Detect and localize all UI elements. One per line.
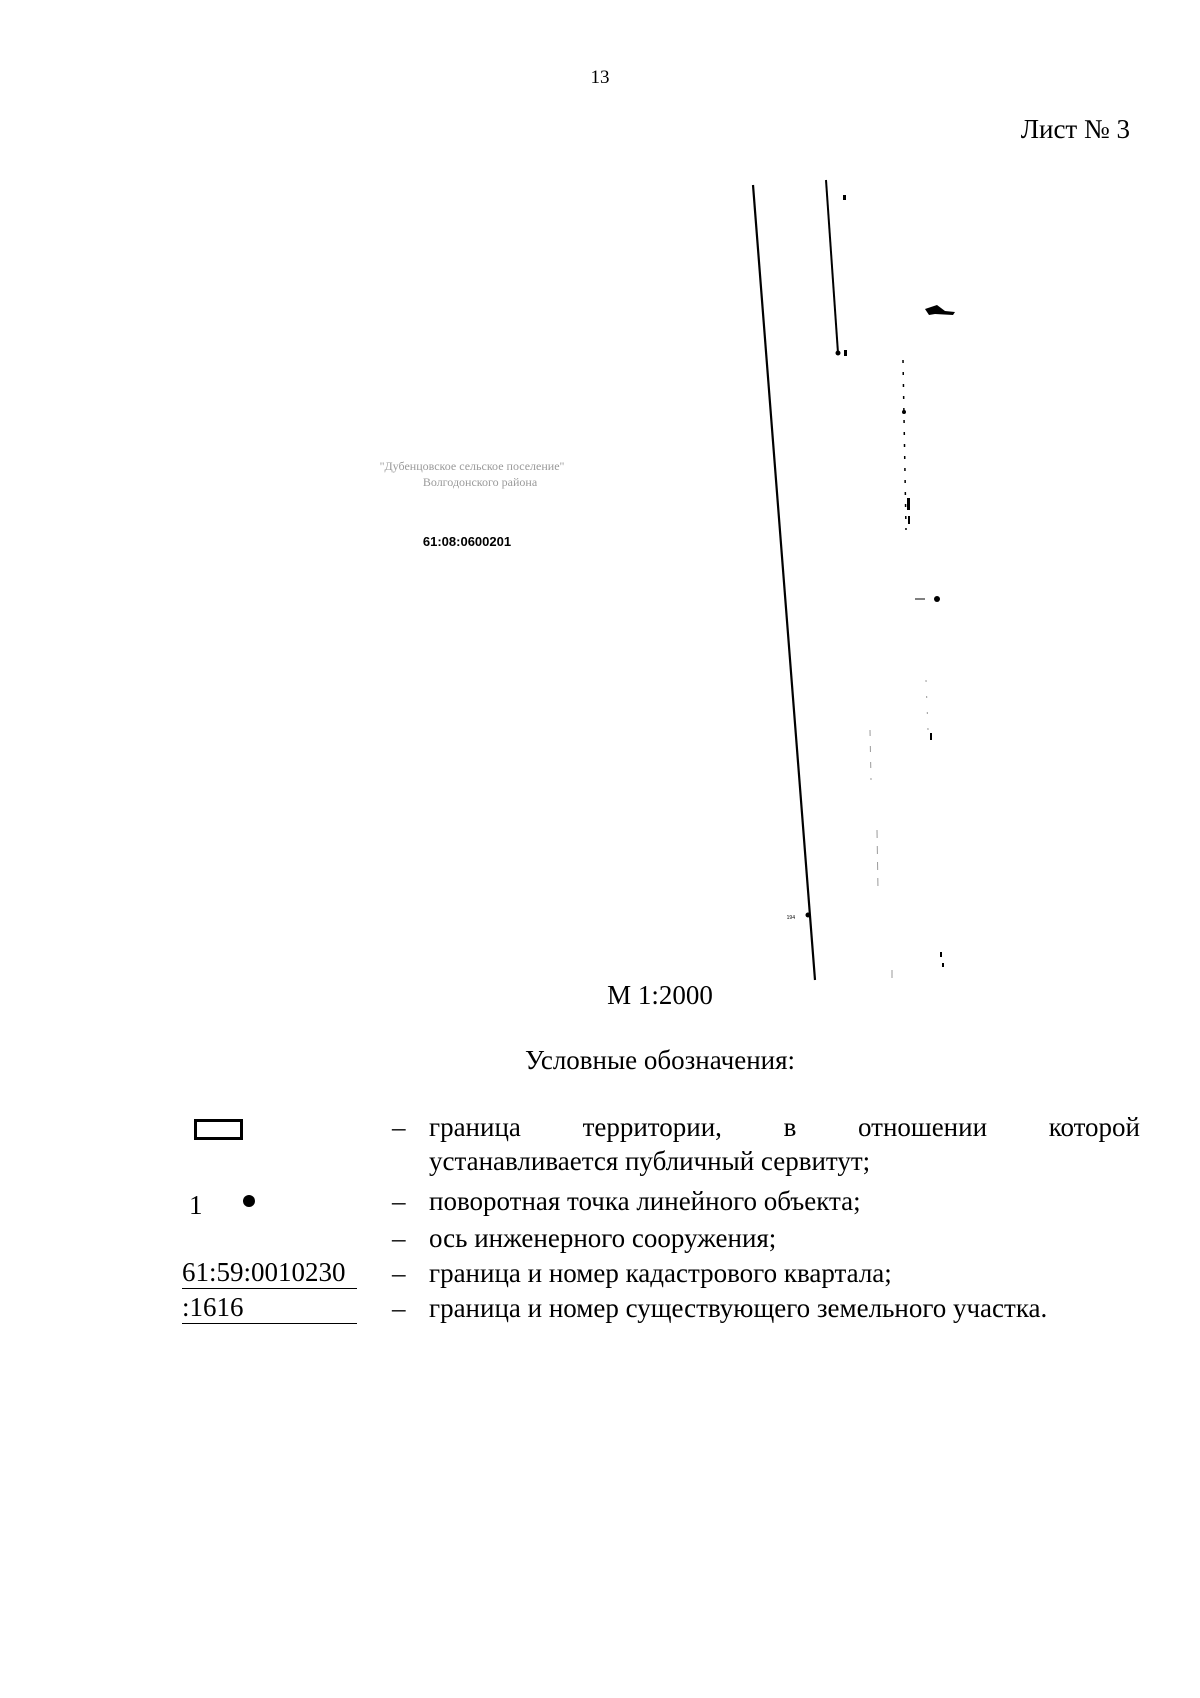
legend-dash: – (392, 1293, 406, 1323)
legend-dash: – (392, 1258, 406, 1288)
legend-item-cadastral-quarter (182, 1256, 1140, 1292)
land-plot-number: :1616 (182, 1291, 357, 1324)
page-number: 13 (590, 67, 610, 88)
legend-dash: – (392, 1112, 406, 1142)
legend-item-turning-point (182, 1184, 1140, 1220)
legend-text-line: граница территории, в отношении которой (429, 1112, 1140, 1142)
boundary-rectangle-icon (194, 1119, 243, 1140)
legend-text: граница и номер кадастрового квартала; (429, 1258, 892, 1288)
legend-dash: – (392, 1223, 406, 1253)
map-blot (925, 305, 955, 315)
legend-text (429, 1110, 1140, 1178)
legend-text: ось инженерного сооружения; (429, 1223, 777, 1253)
area-label-line1: "Дубенцовское сельское поселение" (379, 459, 565, 473)
legend-text: поворотная точка линейного объекта; (429, 1186, 861, 1216)
cadastral-quarter-number: 61:59:0010230 (182, 1256, 357, 1289)
legend-text-line: устанавливается публичный сервитут; (429, 1146, 871, 1176)
point-dot-icon (243, 1195, 255, 1207)
cadastral-map (360, 170, 980, 990)
legend-title: Условные обозначения: (524, 1045, 796, 1075)
map-scale: М 1:2000 (607, 980, 713, 1010)
sheet-label: Лист № 3 (1020, 114, 1130, 144)
point-number: 1 (189, 1190, 203, 1220)
legend-text: граница и номер существующего земельного участка. (429, 1293, 1048, 1323)
legend-item-land-plot (182, 1291, 1140, 1327)
area-label-line2: Волгодонского района (422, 475, 538, 489)
quarter-number-label: 61:08:0600201 (422, 534, 512, 549)
legend-dash: – (392, 1186, 406, 1216)
point-label: 194 (786, 915, 795, 921)
legend-item-structure-axis (182, 1221, 1140, 1257)
legend-item-servitude-boundary (182, 1110, 1140, 1180)
turning-point (934, 596, 940, 602)
